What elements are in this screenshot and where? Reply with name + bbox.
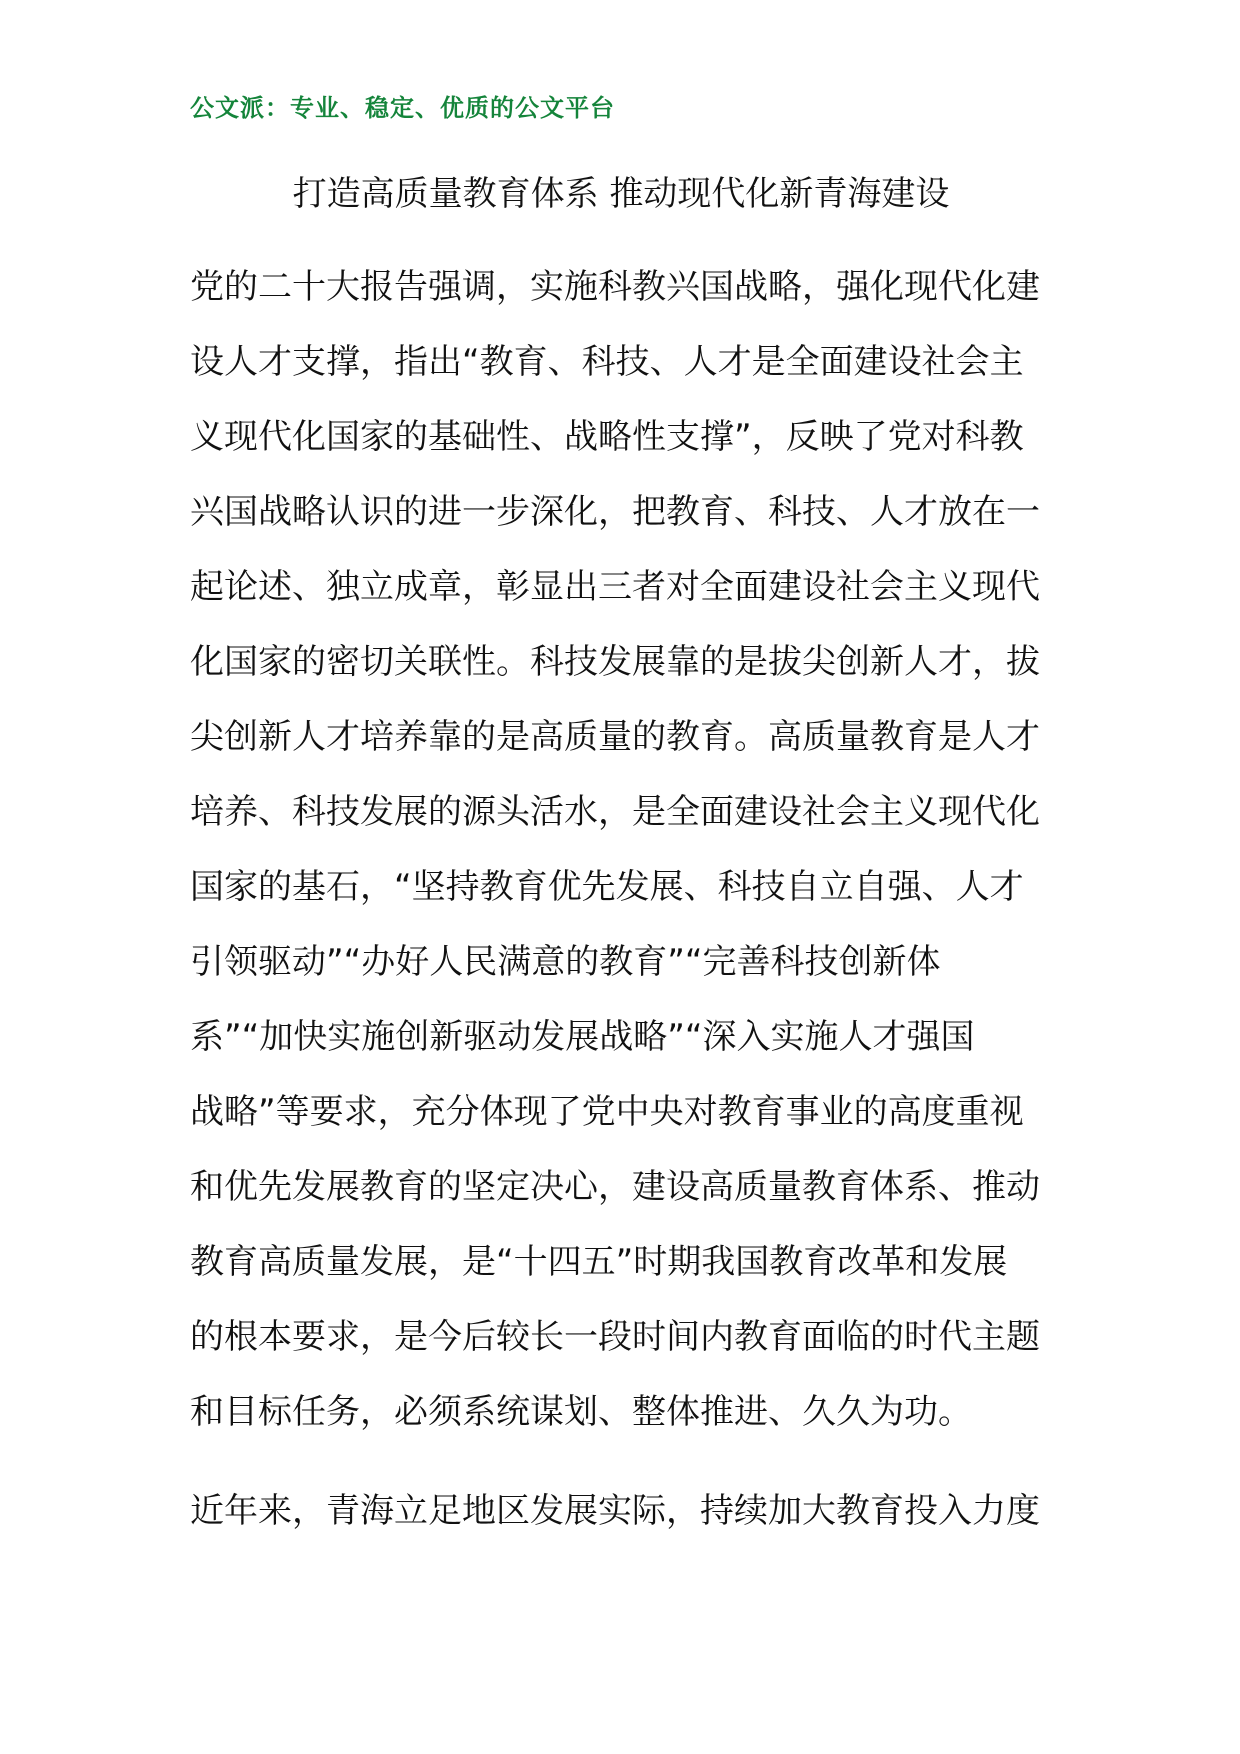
paragraph-line: 战略”等要求，充分体现了党中央对教育事业的高度重视 <box>190 1092 1024 1132</box>
paragraph-1 <box>190 250 1060 1450</box>
paragraph-line: 设人才支撑，指出“教育、科技、人才是全面建设社会主 <box>190 342 1024 382</box>
paragraph-2 <box>190 1474 1060 1549</box>
paragraph-line: 尖创新人才培养靠的是高质量的教育。高质量教育是人才 <box>190 717 1040 757</box>
paragraph-line: 教育高质量发展，是“十四五”时期我国教育改革和发展 <box>190 1242 1008 1282</box>
paragraph-line: 化国家的密切关联性。科技发展靠的是拔尖创新人才，拔 <box>190 642 1040 682</box>
paragraph-line: 的根本要求，是今后较长一段时间内教育面临的时代主题 <box>190 1317 1040 1357</box>
paragraph-line: 引领驱动”“办好人民满意的教育”“完善科技创新体 <box>190 942 941 982</box>
paragraph-line: 党的二十大报告强调，实施科教兴国战略，强化现代化建 <box>190 267 1040 307</box>
site-header-banner: 公文派：专业、稳定、优质的公文平台 <box>190 94 615 122</box>
paragraph-line: 兴国战略认识的进一步深化，把教育、科技、人才放在一 <box>190 492 1040 532</box>
paragraph-line: 起论述、独立成章，彰显出三者对全面建设社会主义现代 <box>190 567 1040 607</box>
paragraph-line: 培养、科技发展的源头活水，是全面建设社会主义现代化 <box>190 792 1040 832</box>
paragraph-line: 近年来，青海立足地区发展实际，持续加大教育投入力度 <box>190 1491 1040 1531</box>
document-title: 打造高质量教育体系 推动现代化新青海建设 <box>292 174 950 214</box>
paragraph-line: 和优先发展教育的坚定决心，建设高质量教育体系、推动 <box>190 1167 1040 1207</box>
paragraph-line: 国家的基石，“坚持教育优先发展、科技自立自强、人才 <box>190 867 1024 907</box>
paragraph-line: 和目标任务，必须系统谋划、整体推进、久久为功。 <box>190 1392 972 1432</box>
paragraph-line: 义现代化国家的基础性、战略性支撑”，反映了党对科教 <box>190 417 1024 457</box>
paragraph-line: 系”“加快实施创新驱动发展战略”“深入实施人才强国 <box>190 1017 975 1057</box>
